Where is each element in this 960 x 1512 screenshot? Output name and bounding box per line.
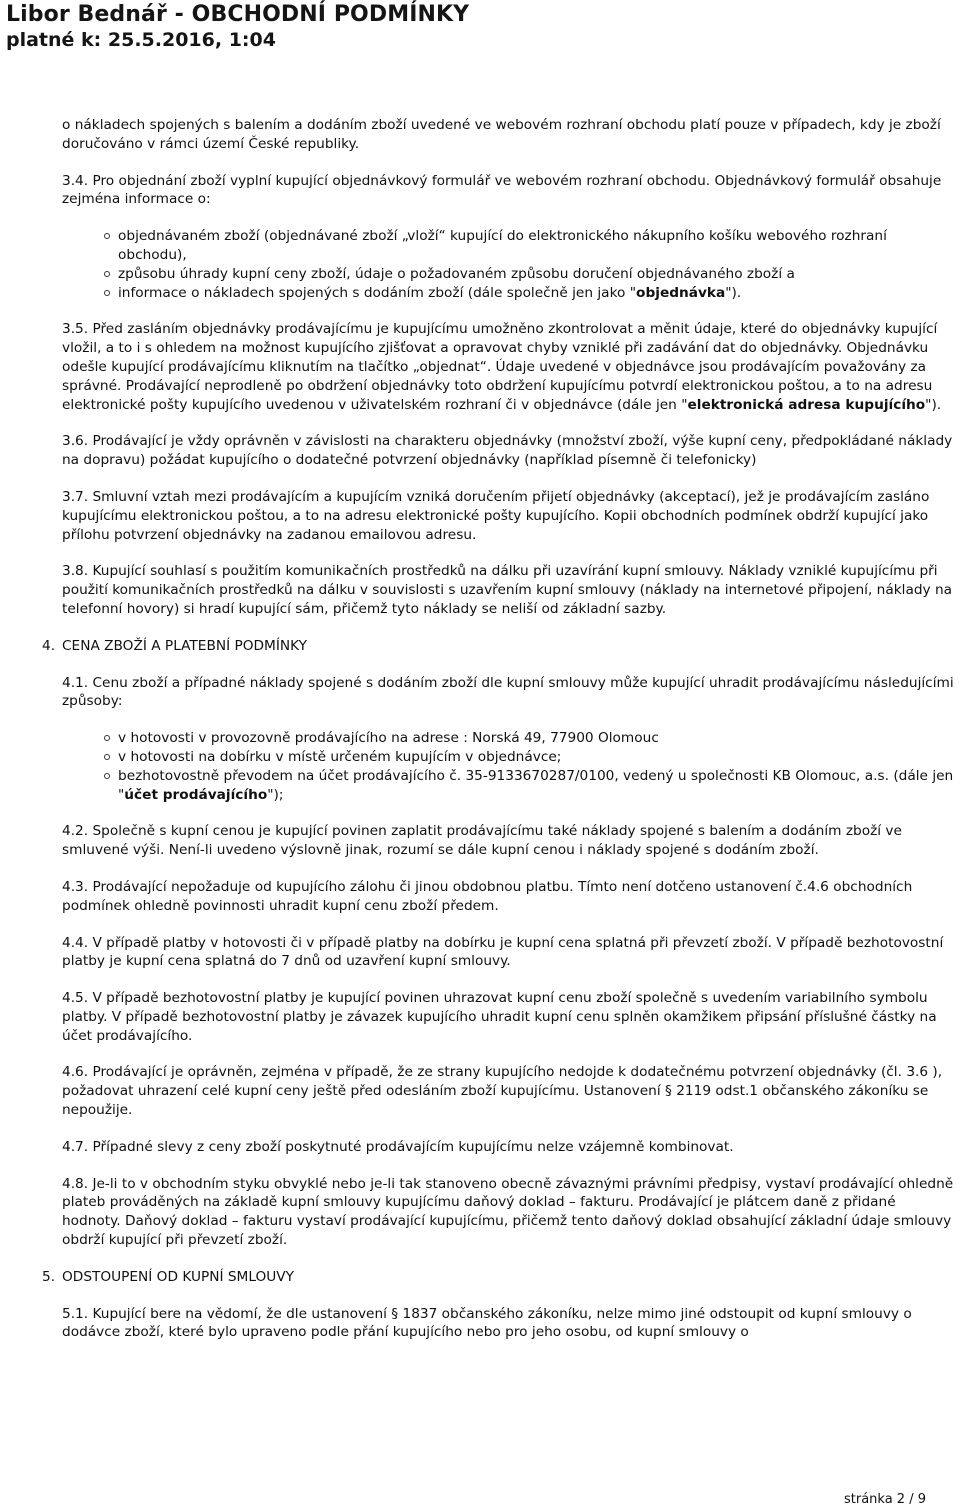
paragraph-4-8: 4.8. Je-li to v obchodním styku obvyklé nebo je-li tak stanoveno obecně závaznými právními předpisy, vystaví prodávající ohledně plateb prováděných na základě kupní smlouvy kupujícímu daňový doklad – fakturu. Prodávající je plátcem daně z přidané hodnoty. Daňový doklad – fakturu vystaví prodávající kupujícímu, přičemž tento daňový doklad obsahující základní údaje smlouvy obdrží kupující při převzetí zboží. (62, 1175, 954, 1249)
list-item (62, 284, 954, 303)
list-item (62, 767, 954, 805)
term-ucet-prodavajiciho: účet prodávajícího (124, 786, 268, 803)
paragraph-4-2: 4.2. Společně s kupní cenou je kupující povinen zaplatit prodávajícímu také náklady spojené s balením a dodáním zboží ve smluvené výši. Není-li uvedeno výslovně jinak, rozumí se dále kupní cenou i náklady spojené s dodáním zboží. (62, 823, 902, 859)
list-item-text: bezhotovostně převodem na účet prodávajícího č. 35-9133670287/0100, vedený u společnosti KB Olomouc, a.s. (dále jen " (118, 767, 954, 803)
paragraph-3-8: 3.8. Kupující souhlasí s použitím komunikačních prostředků na dálku při uzavírání kupní smlouvy. Náklady vzniklé kupujícímu při použití komunikačních prostředků na dálku v souvislosti s uzavřením kupní smlouvy (náklady na internetové připojení, náklady na telefonní hovory) si hradí kupující sám, přičemž tyto náklady se neliší od základní sazby. (62, 563, 953, 617)
payment-methods-list (62, 711, 954, 804)
document-title: Libor Bednář - OBCHODNÍ PODMÍNKY (6, 2, 470, 27)
paragraph-3-6: 3.6. Prodávající je vždy oprávněn v závislosti na charakteru objednávky (množství zboží, výše kupní ceny, předpokládané náklady na dopravu) požádat kupujícího o dodatečné potvrzení objednávky (například písemně či telefonicky) (62, 433, 953, 469)
list-item-text: informace o nákladech spojených s dodáním zboží (dále společně jen jako " (118, 284, 637, 301)
section-number: 5. (42, 1268, 56, 1285)
term-elektronicka-adresa: elektronická adresa kupujícího (687, 396, 926, 413)
order-info-list (62, 209, 954, 302)
list-item: objednávaném zboží (objednávané zboží „vloží“ kupující do elektronického nákupního košíku webového rozhraní obchodu), (62, 227, 954, 265)
paragraph-3-7: 3.7. Smluvní vztah mezi prodávajícím a kupujícím vzniká doručením přijetí objednávky (akceptací), jež je prodávajícím zasláno kupujícímu elektronickou poštou, a to na adresu elektronické pošty kupujícího. Kopii obchodních podmínek obdrží kupující jako přílohu potvrzení objednávky na zadanou emailovou adresu. (62, 488, 930, 543)
paragraph-3-5 (62, 320, 954, 414)
list-item: v hotovosti na dobírku v místě určeném kupujícím v objednávce; (62, 748, 954, 767)
list-item-tail: "); (267, 786, 284, 803)
list-item-tail: "). (725, 284, 742, 301)
section-title: ODSTOUPENÍ OD KUPNÍ SMLOUVY (62, 1268, 295, 1285)
section-title: CENA ZBOŽÍ A PLATEBNÍ PODMÍNKY (62, 637, 307, 654)
paragraph-text: 3.5. Před zasláním objednávky prodávajícímu je kupujícímu umožněno zkontrolovat a měnit údaje, které do objednávky kupující vložil, a to i s ohledem na možnost kupujícího zjišťovat a opravovat chyby vzniklé při zadávání dat do objednávky. Objednávku odešle kupující prodávajícímu kliknutím na tlačítko „objednat“. Údaje uvedené v objednávce jsou prodávajícím považovány za správné. Prodávající neprodleně po obdržení objednávky toto obdržení kupujícímu potvrdí elektronickou poštou, a to na adresu elektronické pošty kupujícího uvedenou v uživatelském rozhraní či v objednávce (dále jen " (62, 321, 938, 413)
section-4-heading (42, 637, 954, 656)
document-date: platné k: 25.5.2016, 1:04 (6, 29, 276, 51)
section-5-heading (42, 1268, 954, 1287)
paragraph-intro: o nákladech spojených s balením a dodáním zboží uvedené ve webovém rozhraní obchodu platí pouze v případech, kdy je zboží doručováno v rámci území České republiky. (62, 117, 941, 152)
list-item: způsobu úhrady kupní ceny zboží, údaje o požadovaném způsobu doručení objednávaného zboží a (62, 265, 954, 284)
document-header (6, 2, 469, 52)
list-item: v hotovosti v provozovně prodávajícího na adrese : Norská 49, 77900 Olomouc (62, 729, 954, 748)
paragraph-tail: "). (925, 396, 942, 413)
paragraph-4-3: 4.3. Prodávající nepožaduje od kupujícího zálohu či jinou obdobnou platbu. Tímto není dotčeno ustanovení č.4.6 obchodních podmínek ohledně povinnosti uhradit kupní cenu zboží předem. (62, 878, 913, 914)
paragraph-5-1: 5.1. Kupující bere na vědomí, že dle ustanovení § 1837 občanského zákoníku, nelze mimo jiné odstoupit od kupní smlouvy o dodávce zboží, které bylo upraveno podle přání kupujícího nebo pro jeho osobu, od kupní smlouvy o (62, 1305, 912, 1341)
paragraph-4-6: 4.6. Prodávající je oprávněn, zejména v případě, že ze strany kupujícího nedojde k dodatečnému potvrzení objednávky (čl. 3.6 ), požadovat uhrazení celé kupní ceny ještě před odesláním zboží kupujícímu. Ustanovení § 2119 odst.1 občanského zákoníku se nepoužije. (62, 1064, 943, 1119)
paragraph-4-5: 4.5. V případě bezhotovostní platby je kupující povinen uhrazovat kupní cenu zboží společně s uvedením variabilního symbolu platby. V případě bezhotovostní platby je závazek kupujícího uhradit kupní cenu splněn okamžikem připsání příslušné částky na účet prodávajícího. (62, 990, 937, 1044)
section-number: 4. (42, 637, 56, 654)
paragraph-4-7: 4.7. Případné slevy z ceny zboží poskytnuté prodávajícím kupujícímu nelze vzájemně kombinovat. (62, 1138, 734, 1155)
paragraph-3-4: 3.4. Pro objednání zboží vyplní kupující objednávkový formulář ve webovém rozhraní obchodu. Objednávkový formulář obsahuje zejména informace o: (62, 172, 942, 208)
document-body (42, 116, 954, 1360)
term-objednavka: objednávka (636, 284, 726, 301)
paragraph-4-1: 4.1. Cenu zboží a případné náklady spojené s dodáním zboží dle kupní smlouvy může kupující uhradit prodávajícímu následujícími způsoby: (62, 674, 954, 710)
page-number: stránka 2 / 9 (843, 1492, 926, 1507)
paragraph-4-4: 4.4. V případě platby v hotovosti či v případě platby na dobírku je kupní cena splatná při převzetí zboží. V případě bezhotovostní platby je kupní cena splatná do 7 dnů od uzavření kupní smlouvy. (62, 934, 944, 970)
